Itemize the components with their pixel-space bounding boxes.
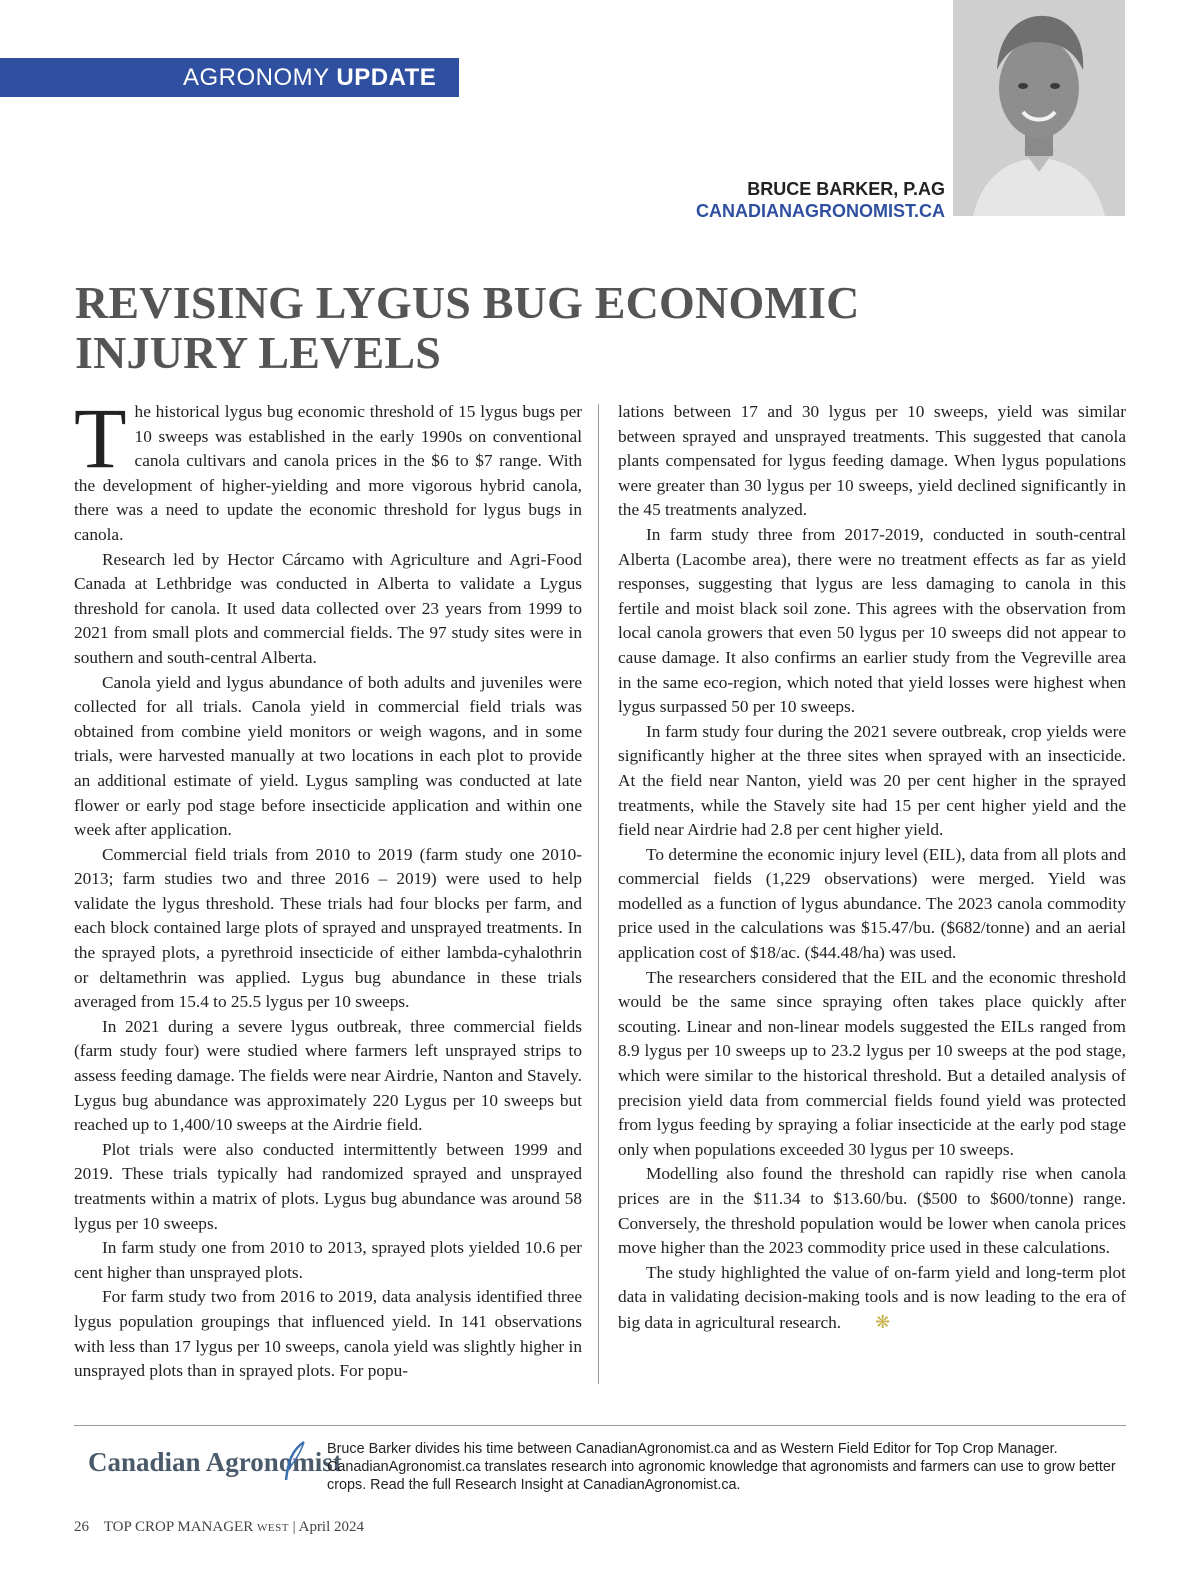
issue-date: April 2024 (298, 1519, 365, 1535)
logo-text: Canadian Agronomist (88, 1447, 342, 1477)
article-column-left (74, 390, 582, 1384)
article-headline (75, 278, 895, 378)
section-label: AGRONOMY (183, 64, 330, 91)
paragraph: For farm study two from 2016 to 2019, data analysis identified three lygus population groupings that influenced yield. In 141 observations with less than 17 lygus per 10 sweeps, canola yield was slightly higher in unsprayed plots than in sprayed plots. For popu- (74, 1287, 582, 1381)
end-mark-icon: ❋ (875, 1311, 891, 1332)
canadian-agronomist-logo (88, 1440, 342, 1484)
paragraph: In 2021 during a severe lygus outbreak, three commercial fields (farm study four) were studied where farmers left unsprayed strips to assess feeding damage. The fields were near Airdrie, Nanton and Stavely. Lygus bug abundance was approximately 220 Lygus per 10 sweeps but reached up to 1,400/10 sweeps at the Airdrie field. (74, 1016, 582, 1135)
paragraph: The researchers considered that the EIL and the economic threshold would be the same since spraying often takes place quickly after scouting. Linear and non-linear models suggested the EILs ranged from 8.9 lygus per 10 sweeps up to 23.2 lygus per 10 sweeps at the pod stage, which were similar to the historical threshold. But a detailed analysis of precision yield data from commercial fields found yield was protected from lygus feeding by spraying a foliar insecticide at the early pod stage only when populations exceeded 30 lygus per 10 sweeps. (618, 967, 1126, 1159)
paragraph: The study highlighted the value of on-farm yield and long-term plot data in validating decision-making tools and is now leading to the era of big data in agricultural research. ❋ (618, 1261, 1126, 1336)
headline-line-1: REVISING LYGUS BUG ECONOMIC (75, 277, 860, 328)
paragraph: Research led by Hector Cárcamo with Agriculture and Agri-Food Canada at Lethbridge was conducted in Alberta to validate a Lygus threshold for canola. It used data collected over 23 years from 1999 to 2021 from small plots and commercial fields. The 97 study sites were in southern and south-central Alberta. (74, 549, 582, 667)
paragraph: In farm study four during the 2021 severe outbreak, crop yields were significantly higher at the three sites when sprayed with an insecticide. At the field near Nanton, yield was 20 per cent higher in the sprayed treatments, while the Stavely site had 15 per cent higher yield and the field near Airdrie had 2.8 per cent higher yield. (618, 721, 1126, 840)
author-bio-note: Bruce Barker divides his time between CanadianAgronomist.ca and as Western Field Editor for Top Crop Manager. CanadianAgronomist.ca translates research into agronomic knowledge that agronomists and farmers can use to grow better crops. Read the full Research Insight at CanadianAgronomist.ca. (327, 1441, 1116, 1493)
drop-cap: T (74, 390, 127, 486)
paragraph: In farm study three from 2017-2019, conducted in south-central Alberta (Lacombe area), there were no treatment effects as far as yield responses, suggesting that lygus are less damaging to canola in this fertile and moist black soil zone. This agrees with the observation from local canola growers that even 50 lygus per 10 sweeps did not appear to cause damage. It also confirms an earlier study from the Vegreville area in the same eco-region, which noted that yield losses were highest when lygus surpassed 50 per 10 sweeps. (618, 524, 1126, 717)
paragraph: Plot trials were also conducted intermittently between 1999 and 2019. These trials typically had randomized sprayed and unsprayed treatments within a matrix of plots. Lygus bug abundance was around 58 lygus per 10 sweeps. (74, 1139, 582, 1233)
column-divider (598, 404, 599, 1384)
headline-line-2: INJURY LEVELS (75, 327, 442, 378)
page-number: 26 (74, 1519, 89, 1535)
magazine-edition: WEST (256, 1522, 289, 1534)
paragraph: Commercial field trials from 2010 to 2019 (farm study one 2010-2013; farm studies two and three 2016 – 2019) were used to help validate the lygus threshold. These trials had four blocks per farm, and each block contained large plots of sprayed and unsprayed treatments. In the sprayed plots, a pyrethroid insecticide of either lambda-cyhalothrin or deltamethrin was applied. Lygus bug abundance in these trials averaged from 15.4 to 25.5 lygus per 10 sweeps. (74, 844, 582, 1012)
paragraph: lations between 17 and 30 lygus per 10 sweeps, yield was similar between sprayed and unsprayed treatments. This suggested that canola plants compensated for lygus feeding damage. When lygus populations were greater than 30 lygus per 10 sweeps, yield declined significantly in the 45 treatments analyzed. (618, 402, 1126, 520)
quill-pen-icon (282, 1440, 308, 1484)
footer-divider (74, 1425, 1126, 1426)
section-banner (0, 58, 459, 97)
author-name: BRUCE BARKER, P.AG (747, 179, 945, 199)
article-column-right (618, 400, 1126, 1336)
byline (696, 178, 945, 222)
author-photo (953, 0, 1125, 216)
section-label-bold: UPDATE (336, 64, 437, 91)
magazine-name: TOP CROP MANAGER (103, 1519, 254, 1535)
page-folio: 26 TOP CROP MANAGER WEST | April 2024 (74, 1519, 365, 1535)
paragraph: In farm study one from 2010 to 2013, sprayed plots yielded 10.6 per cent higher than unsprayed plots. (74, 1238, 582, 1282)
paragraph: To determine the economic injury level (EIL), data from all plots and commercial fields (1,229 observations) were merged. Yield was modelled as a function of lygus abundance. The 2023 canola commodity price used in the calculations was $15.47/bu. ($682/tonne) and an aerial application cost of $18/ac. ($44.48/ha) was used. (618, 844, 1126, 963)
paragraph: The historical lygus bug economic threshold of 15 lygus bugs per 10 sweeps was established in the early 1990s on conventional canola cultivars and canola prices in the $6 to $7 range. With the development of higher-yielding and more vigorous hybrid canola, there was a need to update the economic threshold for lygus bugs in canola. (74, 390, 582, 544)
author-website-link[interactable]: CANADIANAGRONOMIST.CA (696, 201, 945, 221)
paragraph: Modelling also found the threshold can rapidly rise when canola prices are in the $11.34 to $13.60/bu. ($500 to $600/tonne) range. Conversely, the threshold population would be lower when canola prices move higher than the 2023 commodity price used in these calculations. (618, 1164, 1126, 1258)
author-portrait-icon (953, 0, 1125, 216)
paragraph: Canola yield and lygus abundance of both adults and juveniles were collected for all trials. Canola yield in commercial field trials was obtained from combine yield monitors or weigh wagons, and in some trials, were harvested manually at two locations in each plot to provide an additional estimate of yield. Lygus sampling was conducted at late flower or early pod stage before insecticide application and within one week after application. (74, 672, 582, 840)
